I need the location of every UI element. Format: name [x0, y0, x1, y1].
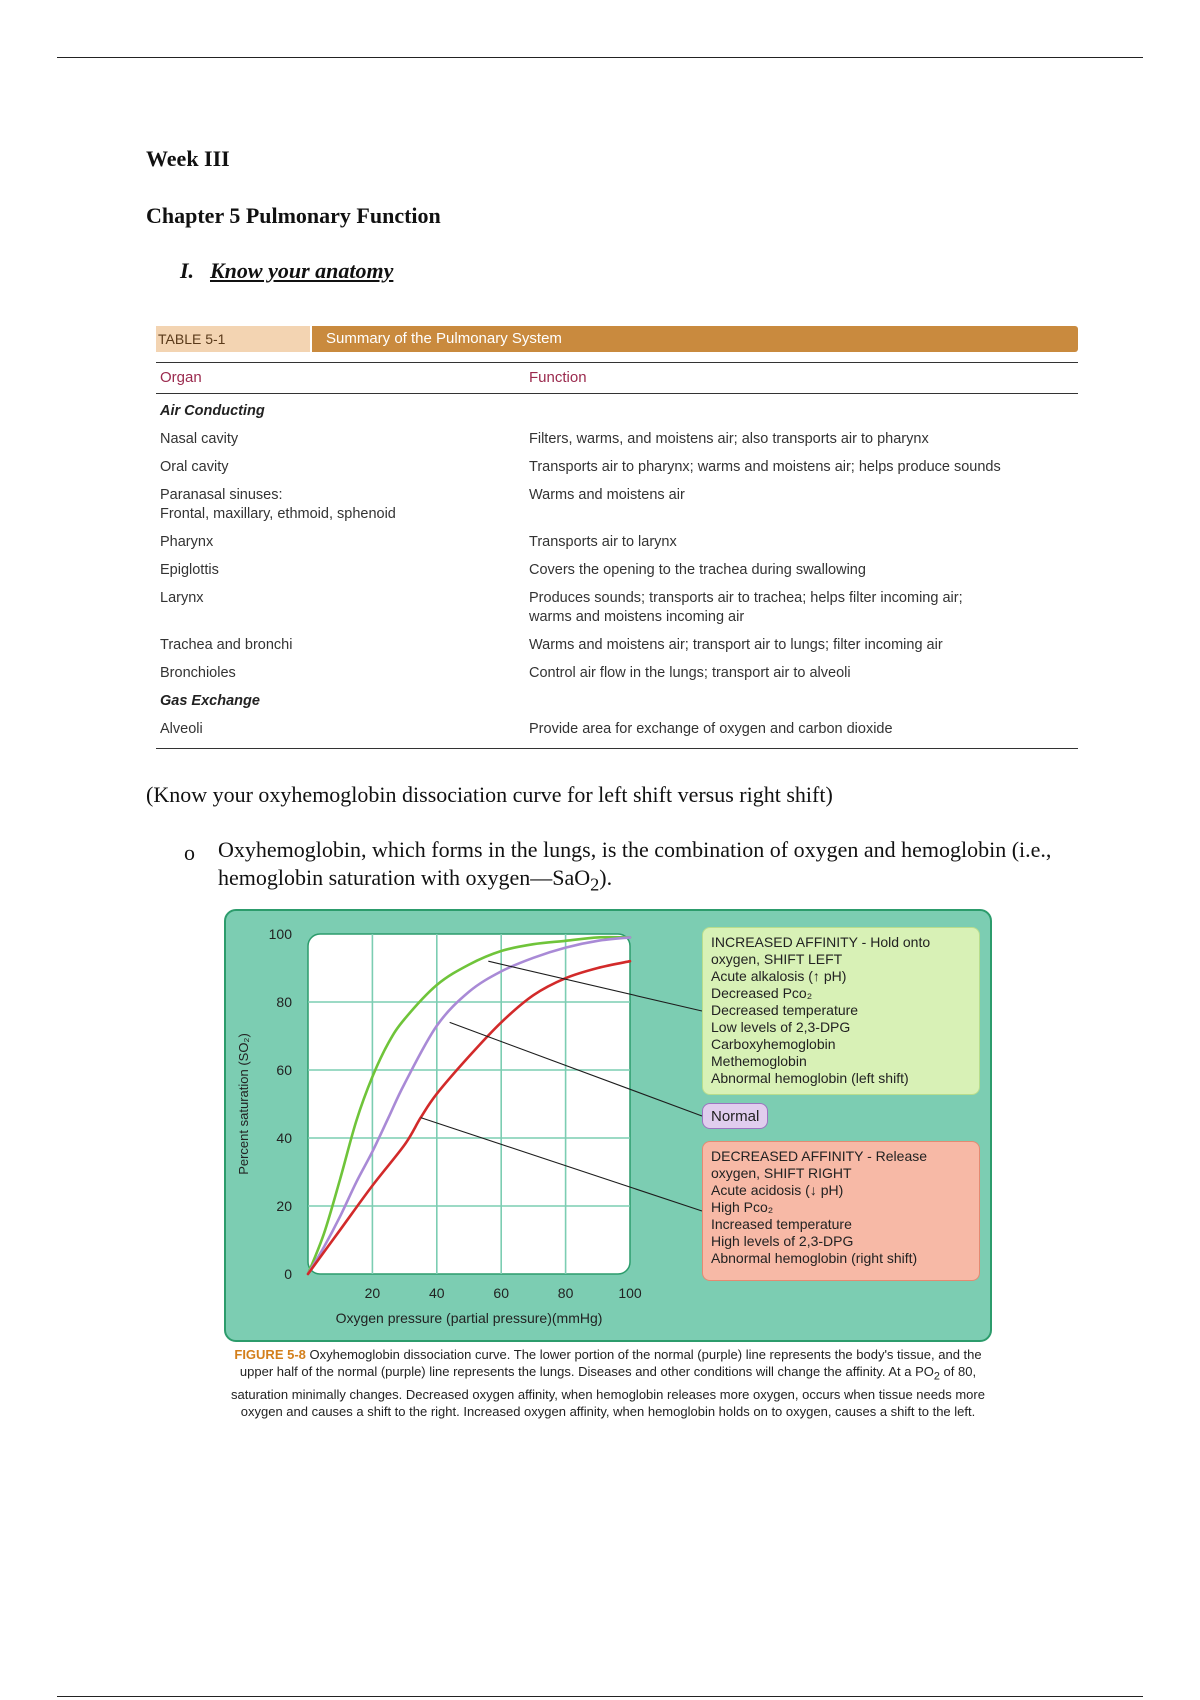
decreased-affinity-item: High levels of 2,3-DPG — [711, 1233, 854, 1249]
table-cell-function: Warms and moistens air; transport air to lungs; filter incoming air — [529, 637, 943, 653]
y-tick-label: 20 — [276, 1198, 292, 1214]
increased-affinity-item: Abnormal hemoglobin (left shift) — [711, 1070, 909, 1086]
decreased-affinity-list — [711, 1165, 971, 1267]
y-tick-label: 60 — [276, 1062, 292, 1078]
oxy-text-end: ). — [599, 865, 613, 890]
curve-note: (Know your oxyhemoglobin dissociation curve for left shift versus right shift) — [146, 782, 833, 807]
table-body — [156, 402, 1078, 749]
increased-affinity-box — [702, 927, 980, 1095]
oxy-text: Oxyhemoglobin, which forms in the lungs, is the combination of oxygen and hemoglobin (i.e., hemoglobin saturation with oxygen—SaO — [218, 837, 1052, 890]
table-row — [156, 430, 1078, 458]
week-heading: Week III — [146, 146, 230, 171]
table-title: Summary of the Pulmonary System — [312, 326, 1078, 352]
decreased-affinity-item: High Pco₂ — [711, 1199, 774, 1215]
table-cell-function: Produces sounds; transports air to trachea; helps filter incoming air; warms and moistens incoming air — [529, 590, 963, 625]
oxy-subscript: 2 — [590, 874, 600, 895]
pulmonary-summary-table — [156, 326, 1078, 749]
table-cell-function: Transports air to larynx — [529, 534, 677, 550]
oxyhemoglobin-paragraph — [218, 836, 1118, 898]
table-category-row — [156, 402, 1078, 430]
top-rule — [57, 57, 1143, 58]
table-cell-organ: Larynx — [160, 590, 204, 606]
table-cell-organ: Pharynx — [160, 534, 214, 550]
section-title: Know your anatomy — [210, 258, 394, 283]
table-tag: TABLE 5-1 — [156, 326, 310, 352]
increased-affinity-item: Decreased temperature — [711, 1002, 859, 1018]
table-row — [156, 561, 1078, 589]
figure-caption — [226, 1346, 990, 1420]
x-tick-label: 100 — [618, 1285, 642, 1301]
table-cell-organ: Alveoli — [160, 721, 203, 737]
table-cell-organ: Trachea and bronchi — [160, 637, 293, 653]
x-tick-label: 20 — [364, 1285, 381, 1301]
x-tick-label: 80 — [557, 1285, 574, 1301]
table-cell-organ: Oral cavity — [160, 459, 229, 475]
caption-text-end: of 80, saturation minimally changes. Decreased oxygen affinity, when hemoglobin releases more oxygen, occurs when tissue needs more oxygen and causes a shift to the right. Increased oxygen affinity, when hemoglobin holds on to oxygen, causes a shift to the left. — [231, 1364, 985, 1419]
table-cell-function: Covers the opening to the trachea during swallowing — [529, 562, 866, 578]
column-organ: Organ — [160, 369, 202, 386]
x-axis-label: Oxygen pressure (partial pressure)(mmHg) — [335, 1310, 603, 1326]
increased-affinity-item: Decreased Pco₂ — [711, 985, 813, 1001]
table-row — [156, 486, 1078, 533]
plot-area — [308, 934, 630, 1274]
increased-affinity-list — [711, 951, 971, 1087]
decreased-affinity-item: oxygen, SHIFT RIGHT — [711, 1165, 852, 1181]
increased-affinity-item: oxygen, SHIFT LEFT — [711, 951, 843, 967]
increased-affinity-item: Carboxyhemoglobin — [711, 1036, 836, 1052]
decreased-affinity-item: Abnormal hemoglobin (right shift) — [711, 1250, 918, 1266]
section-heading — [180, 258, 393, 284]
caption-text: Oxyhemoglobin dissociation curve. The lower portion of the normal (purple) line represents the body's tissue, and the upper half of the normal (purple) line represents the lungs. Diseases and other conditions will change the affinity. At a PO — [239, 1347, 982, 1379]
table-cell-function: Filters, warms, and moistens air; also transports air to pharynx — [529, 431, 929, 447]
caption-label: FIGURE 5-8 — [234, 1347, 306, 1362]
y-axis-label: Percent saturation (SO₂) — [236, 1033, 251, 1175]
y-tick-label: 0 — [284, 1266, 292, 1282]
table-cell-function: Warms and moistens air — [529, 487, 685, 503]
increased-affinity-item: Acute alkalosis (↑ pH) — [711, 968, 847, 984]
table-cell-organ: Paranasal sinuses: Frontal, maxillary, ethmoid, sphenoid — [160, 487, 396, 522]
table-cell-organ: Nasal cavity — [160, 431, 239, 447]
table-cell-organ: Bronchioles — [160, 665, 236, 681]
table-row — [156, 664, 1078, 692]
table-row — [156, 636, 1078, 664]
table-category-row — [156, 692, 1078, 720]
table-cell-function: Transports air to pharynx; warms and moistens air; helps produce sounds — [529, 459, 1001, 475]
chapter-heading: Chapter 5 Pulmonary Function — [146, 203, 441, 228]
table-cell-organ: Epiglottis — [160, 562, 219, 578]
x-tick-label: 40 — [429, 1285, 445, 1301]
table-cell-organ: Air Conducting — [160, 403, 265, 419]
x-tick-label: 60 — [493, 1285, 509, 1301]
table-cell-function: Control air flow in the lungs; transport air to alveoli — [529, 665, 851, 681]
decreased-affinity-item: Increased temperature — [711, 1216, 852, 1232]
table-row — [156, 533, 1078, 561]
column-function: Function — [529, 369, 587, 386]
decreased-affinity-item: Acute acidosis (↓ pH) — [711, 1182, 844, 1198]
y-tick-label: 100 — [268, 926, 292, 942]
decreased-affinity-box — [702, 1141, 980, 1281]
caption-subscript: 2 — [933, 1370, 940, 1383]
bottom-rule — [57, 1696, 1143, 1697]
table-cell-function: Provide area for exchange of oxygen and carbon dioxide — [529, 721, 893, 737]
bullet-marker: o — [184, 840, 195, 865]
table-row — [156, 458, 1078, 486]
section-number: I. — [180, 258, 195, 283]
table-row — [156, 720, 1078, 748]
table-column-headers — [156, 362, 1078, 394]
decreased-affinity-title: DECREASED AFFINITY - Release — [711, 1148, 928, 1164]
dissociation-curve-figure — [224, 909, 992, 1342]
increased-affinity-item: Methemoglobin — [711, 1053, 807, 1069]
table-header — [156, 326, 1078, 352]
table-cell-organ: Gas Exchange — [160, 693, 260, 709]
table-row — [156, 589, 1078, 636]
increased-affinity-item: Low levels of 2,3-DPG — [711, 1019, 851, 1035]
normal-label: Normal — [702, 1103, 768, 1129]
y-tick-label: 80 — [276, 994, 292, 1010]
y-tick-label: 40 — [276, 1130, 292, 1146]
increased-affinity-title: INCREASED AFFINITY - Hold onto — [711, 934, 931, 950]
